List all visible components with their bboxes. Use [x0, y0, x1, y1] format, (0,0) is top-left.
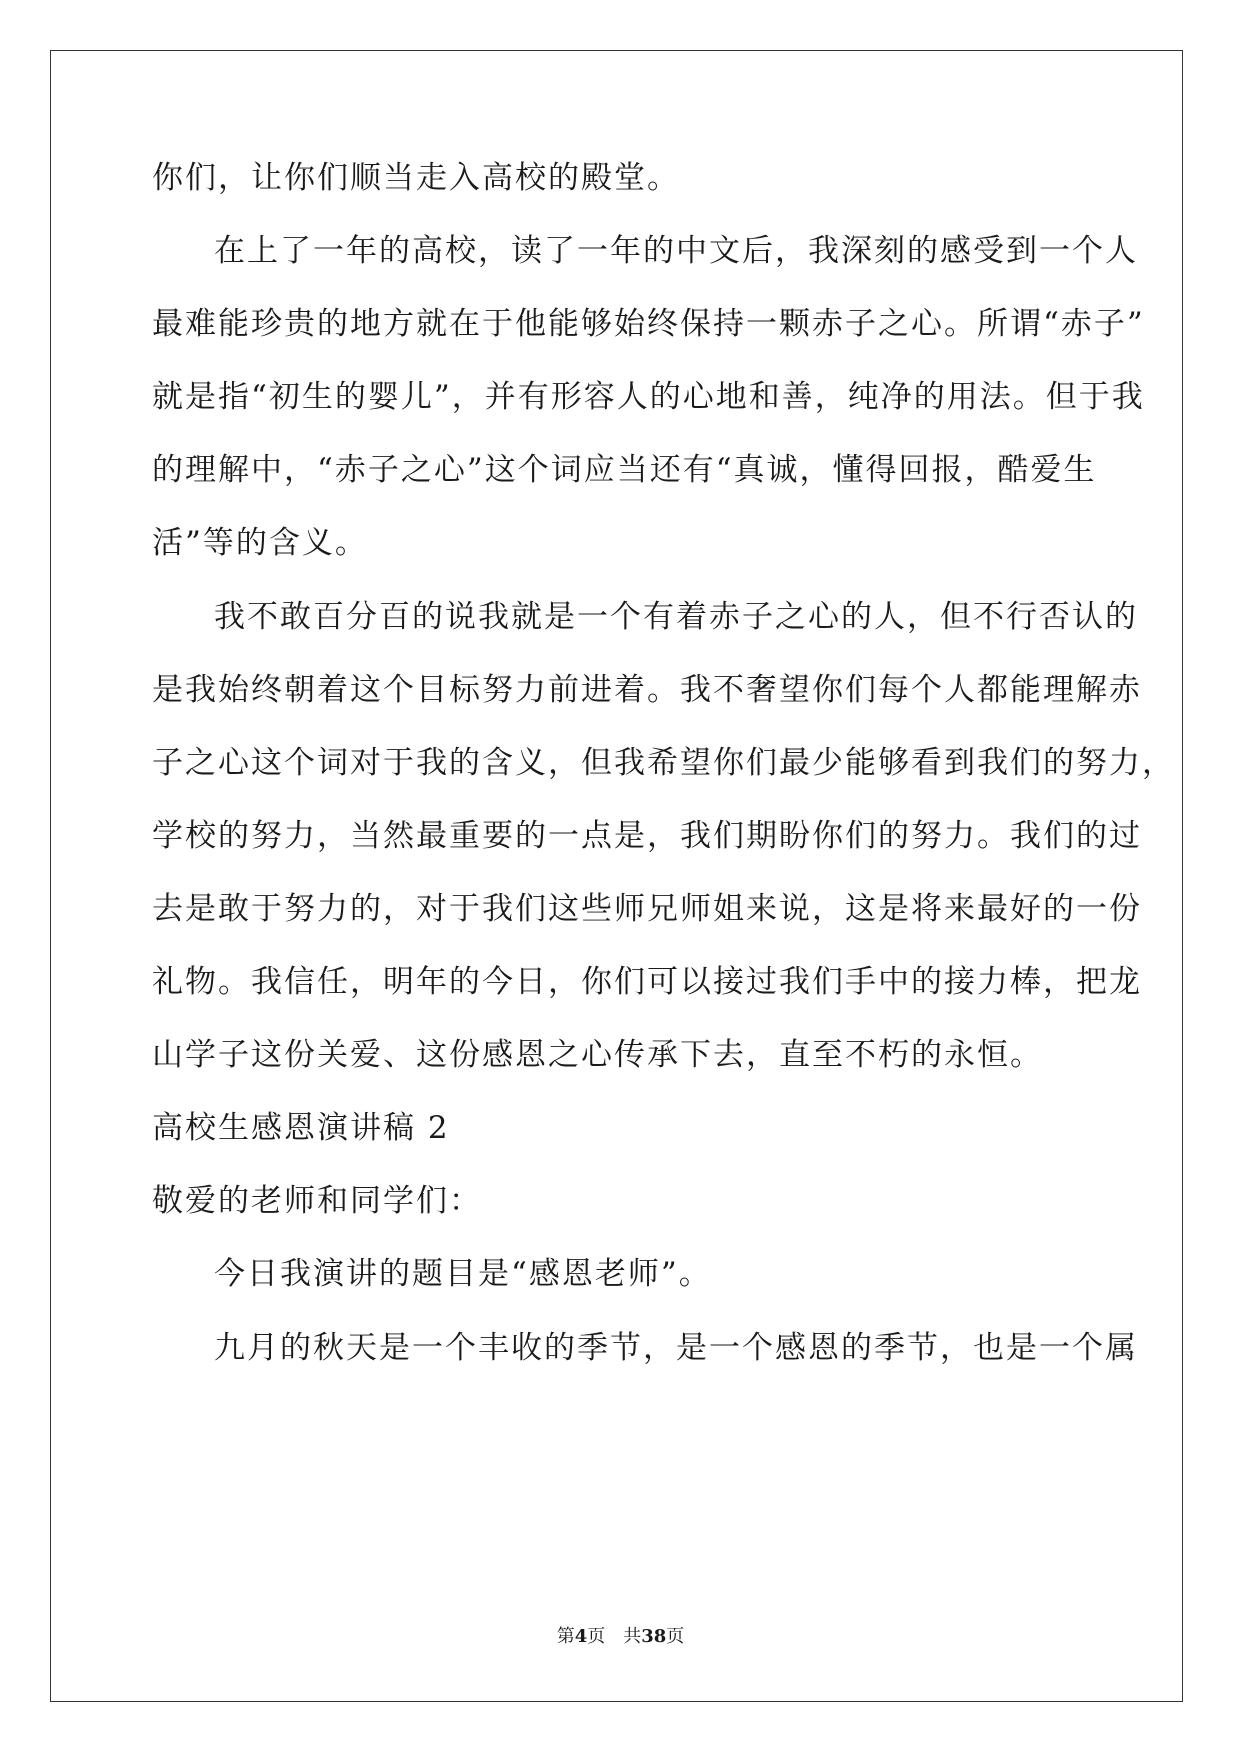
text-line: 学校的努力，当然最重要的一点是，我们期盼你们的努力。我们的过	[152, 818, 1142, 854]
current-page-number: 4	[574, 1626, 588, 1647]
text-line: 就是指“初生的婴儿”，并有形容人的心地和善，纯净的用法。但于我	[152, 379, 1145, 415]
text-line: 最难能珍贵的地方就在于他能够始终保持一颗赤子之心。所谓“赤子”	[152, 306, 1145, 342]
text-line: 山学子这份关爱、这份感恩之心传承下去，直至不朽的永恒。	[152, 1037, 1043, 1073]
footer-suffix: 页	[666, 1626, 685, 1647]
text-line: 你们，让你们顺当走入高校的殿堂。	[152, 160, 680, 196]
text-line: 子之心这个词对于我的含义，但我希望你们最少能够看到我们的努力，	[152, 745, 1175, 781]
text-line: 活”等的含义。	[152, 525, 368, 561]
text-line: 今日我演讲的题目是“感恩老师”。	[214, 1256, 712, 1292]
text-line: 的理解中，“赤子之心”这个词应当还有“真诚，懂得回报，酷爱生	[152, 452, 1097, 488]
footer-prefix: 第	[556, 1626, 575, 1647]
page-footer	[0, 1625, 1241, 1649]
text-line: 我不敢百分百的说我就是一个有着赤子之心的人，但不行否认的	[214, 599, 1138, 635]
salutation: 敬爱的老师和同学们：	[152, 1183, 482, 1219]
text-line: 在上了一年的高校，读了一年的中文后，我深刻的感受到一个人	[214, 233, 1138, 269]
text-line: 礼物。我信任，明年的今日，你们可以接过我们手中的接力棒，把龙	[152, 964, 1142, 1000]
page-border	[50, 50, 1183, 1702]
text-line: 去是敢于努力的，对于我们这些师兄师姐来说，这是将来最好的一份	[152, 891, 1142, 927]
text-line: 九月的秋天是一个丰收的季节，是一个感恩的季节，也是一个属	[214, 1330, 1138, 1366]
section-heading: 高校生感恩演讲稿 2	[152, 1110, 450, 1146]
text-line: 是我始终朝着这个目标努力前进着。我不奢望你们每个人都能理解赤	[152, 672, 1142, 708]
footer-mid: 页 共	[587, 1626, 642, 1647]
total-page-count: 38	[641, 1626, 667, 1647]
